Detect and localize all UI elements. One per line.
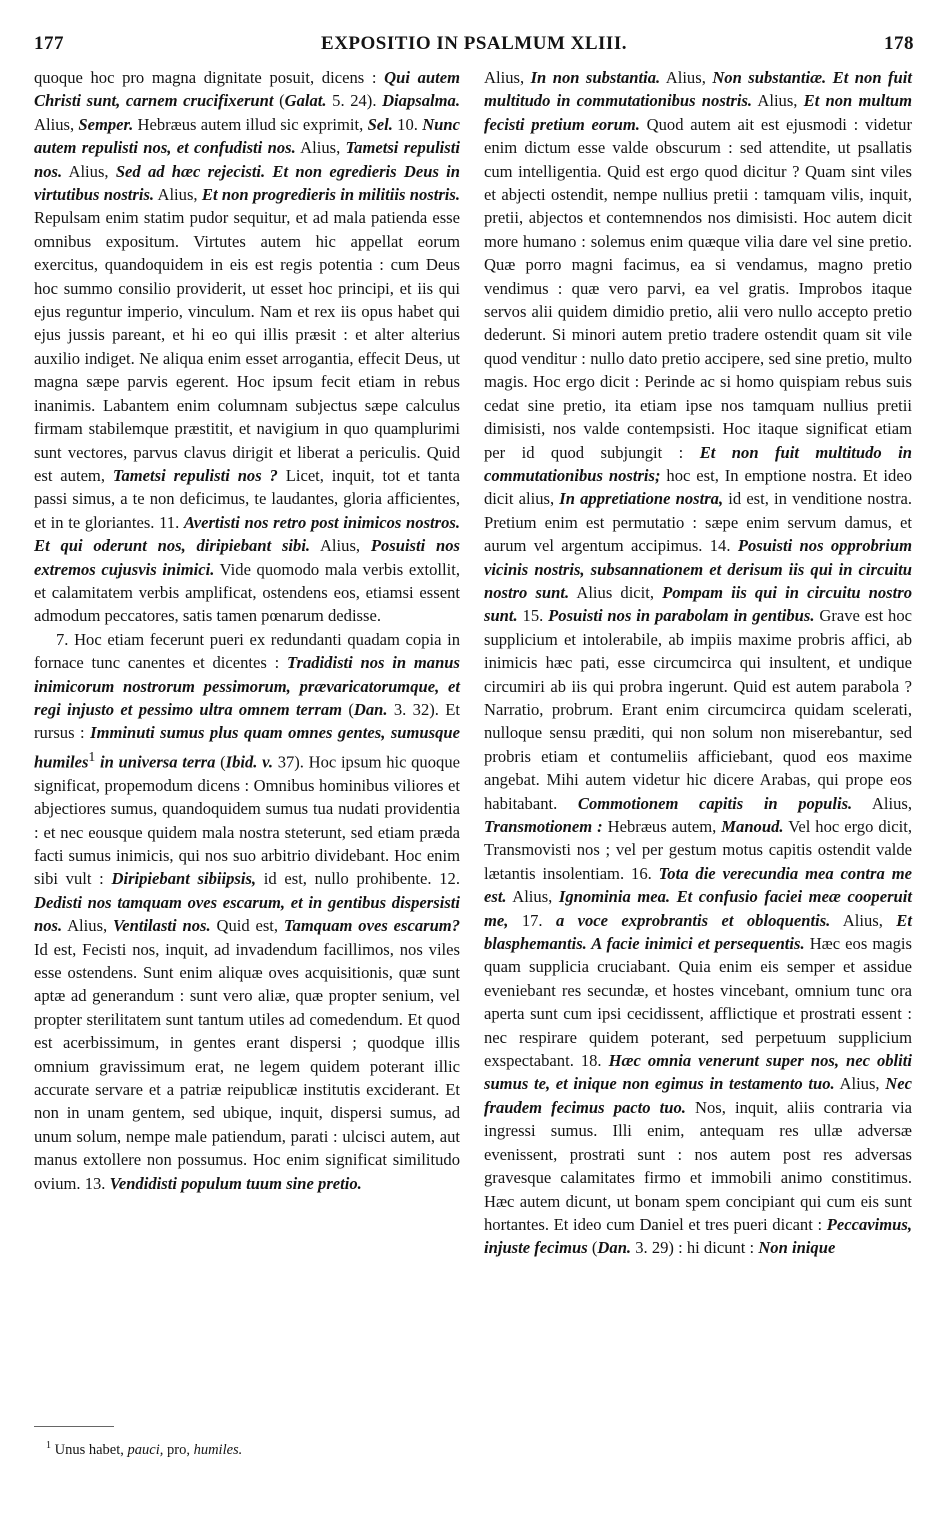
italic-run: Ibid. bbox=[225, 752, 258, 772]
text-run: quoque hoc pro magna dignitate posuit, dicens : bbox=[34, 68, 385, 87]
text-run: Alius, bbox=[34, 114, 79, 134]
italic-run: Tota die verecundia mea contra me est. bbox=[484, 863, 912, 907]
italic-run: Dedisti nos tamquam oves escarum, et in gentibus dispersisti nos. bbox=[34, 892, 460, 936]
italic-run: Vendidisti populum tuum sine pretio. bbox=[109, 1173, 362, 1193]
italic-run: Ventilasti nos. bbox=[113, 916, 211, 936]
italic-run: Posuisti nos extremos cujusvis inimici. bbox=[34, 536, 460, 579]
text-run: 3. 29) : hi dicunt : bbox=[631, 1238, 759, 1258]
italic-run: Ignominia mea. Et confusio faciei meæ cooperuit me, bbox=[484, 887, 912, 930]
italic-run: Tametsi repulisti nos. bbox=[34, 138, 460, 181]
text-run: Alius, bbox=[295, 138, 346, 158]
italic-run: Non substantiæ. Et non fuit multitudo in commutationibus nostris. bbox=[484, 68, 912, 111]
footnote bbox=[46, 1436, 466, 1460]
text-run: Repulsam enim statim pudor sequitur, et ad mala patienda esse omnibus expositum. Virtutes autem hic appellat eorum exercitus, quandoquidem in eis est regis potentia : cum Deus hoc summo consilio providerit, ut esset hoc principi, et iis qui ejus reguntur imperio, vinculum. Nam et rex iis opus habet qui ejus jussis pareant, et hi eo qui illis præsit : et alter alterius auxilio indiget. Ne aliqua enim esset arrogantia, effecit Deus, ut magna sæpe parvis egerent. Hoc ipsum fecit etiam in rebus inanimis. Labantem enim columnam subjectus sæpe calculus firmam stabilemque præstitit, et navigium in quo quamplurimi sunt vectores, parvus clavus dirigit et liberat a periculis. Quid est autem, bbox=[34, 208, 460, 485]
text-run: hoc est, In emptione nostra. Et ideo dicit alius, bbox=[484, 465, 913, 509]
text-run: ( bbox=[215, 752, 226, 772]
text-run: Licet, inquit, tot et tanta passi simus, a te non deficimus, te laudantes, gloria afficientes, et in te gloriantes. 11. bbox=[34, 465, 460, 532]
text-run: Grave est hoc supplicium et intolerabile, ab impiis maxime probris affici, ab inimicis hæc pati, esse circumcirca qui insultent, et undique circumiri ab iis qui probra ingerunt. Quid est autem parabola ? Narratio, probrum. Erant enim circumcirca quidam scelerati, nulloque sensu præditi, qui non solum non miserebantur, sed probris etiam et contumeliis afficiebant, quod eos maxime angebat. Mihi autem videtur hic dicere Arabas, qui prope eos habitabant. bbox=[484, 606, 913, 813]
italic-run: Tradidisti nos in manus inimicorum nostrorum pessimorum, prævaricatorumque, et regi injusto et pessimo ultra omnem terram bbox=[34, 653, 460, 719]
left-paragraph-2 bbox=[34, 628, 460, 1195]
italic-run: Pompam iis qui in circuitu nostro sunt. bbox=[484, 582, 913, 626]
italic-run: Nunc autem repulisti nos, et confudisti nos. bbox=[34, 114, 460, 158]
text-run: 5. 24). bbox=[326, 91, 383, 111]
text-run: Alius, bbox=[310, 536, 371, 556]
text-run: Vide quomodo mala verbis extollit, et calamitatem verbis amplificat, ostendens eos, etiamsi essent admodum peccatores, satis tamen pœnarum dedisse. bbox=[34, 559, 460, 626]
text-run: Quod autem ait est ejusmodi : videtur enim dictum esse valde obscurum : sed attendite, ut psallatis cum intelligentia. Quid est ergo quod dicitur ? Quam sint viles et abjecti ostendit, nempe nullius pretii : tamquam vilis, inquit, pretii, abjectos et contemnendos nos dimisisti. Hoc autem dicit more humano : solemus enim quæque vilia dare vel sine pretio. Quæ porro magni facimus, ea si vendamus, magno pretio vendimus : quæ vero parvi, ea vel gratis. Improbos itaque servos alii quidem dimidio pretio, alii vero nullo accepto pretio dederunt. Si minori autem pretio tradere ostendit quam sit vile quod venditur : nullo dato pretio accipere, sed sine pretio, multo magis. Hoc ergo dicit : Perinde ac si homo quispiam rebus suis cedat sine pretio, ita etiam ipse nos tamquam nullius pretii dimisisti, nos valde contempsisti. Hoc itaque significat etiam per id quod subjungit : bbox=[484, 114, 912, 462]
text-run: 7. Hoc etiam fecerunt pueri ex redundanti quadam copia in fornace tunc canentes et dicentes : bbox=[34, 629, 460, 673]
footnote-rule bbox=[34, 1426, 114, 1427]
text-run: Alius, bbox=[506, 887, 559, 907]
italic-run: Posuisti nos in parabolam in gentibus. bbox=[548, 606, 815, 626]
italic-run: In appretiatione nostra, bbox=[559, 489, 724, 509]
italic-run: a voce exprobrantis et obloquentis. bbox=[555, 910, 831, 930]
text-run: Alius, bbox=[834, 1074, 886, 1094]
left-column bbox=[34, 66, 460, 1195]
italic-run: Et non multum fecisti pretium eorum. bbox=[484, 91, 912, 134]
text-run: Vel hoc ergo dicit, Transmovisti nos ; vel per gestum motus capitis ostendit valde lætantis insolentiam. 16. bbox=[484, 817, 913, 883]
text-run: Alius, bbox=[830, 910, 897, 930]
italic-run: Peccavimus, injuste fecimus bbox=[484, 1214, 912, 1258]
text-run: Hebræus autem, bbox=[602, 817, 722, 836]
text-run: 3. 32). Et rursus : bbox=[34, 699, 460, 743]
text-run: Alius, bbox=[154, 185, 202, 205]
italic-run: Tametsi repulisti nos ? bbox=[112, 465, 278, 485]
text-run: Alius, bbox=[660, 68, 713, 87]
italic-run: Qui autem Christi sunt, carnem crucifixerunt bbox=[34, 68, 460, 111]
italic-run: Imminuti sumus plus quam omnes gentes, sumusque humiles bbox=[34, 723, 461, 772]
italic-run: Commotionem capitis in populis. bbox=[577, 793, 853, 813]
text-run: ( bbox=[273, 91, 285, 111]
text-run: Unus habet, bbox=[51, 1441, 128, 1458]
italic-run: Semper. bbox=[78, 114, 134, 134]
italic-run: Diapsalma. bbox=[382, 91, 460, 111]
italic-run: pauci, bbox=[127, 1441, 164, 1458]
footnote-ref: 1 bbox=[88, 748, 96, 764]
text-run: 37). Hoc ipsum hic quoque significat, propemodum dicens : Omnibus hominibus viliores et abjectiores sumus, quandoquidem sumus tua nudati providentia : et nec eousque quidem mala nostra steterunt, sed etiam præda facti sumus inimicis, qui nos suo arbitrio dividebant. Hoc enim sibi vult : bbox=[34, 752, 460, 889]
text-run: Quid est, bbox=[210, 916, 284, 936]
italic-run: Tamquam oves escarum? bbox=[283, 916, 461, 936]
text-run: ( bbox=[587, 1238, 598, 1258]
italic-run: Sed ad hæc rejecisti. Et non egredieris Deus in virtutibus nostris. bbox=[34, 161, 460, 205]
left-paragraph-1 bbox=[34, 66, 460, 628]
footnote-text bbox=[51, 1442, 242, 1458]
italic-run: Sel. bbox=[367, 114, 393, 134]
text-run: id est, in venditione nostra. Pretium enim est permutatio : sæpe enim servum damus, et aurum vel argentum accipimus. 14. bbox=[484, 489, 912, 556]
text-run: Nos, inquit, aliis contraria via ingressi sumus. Illi enim, antequam res ullæ adversæ evenissent, prostrati sunt : nos autem post res adversas gravesque calamitates firmo et immobili animo constitimus. Hæc autem dicunt, ut bonam spem concipiant qui cum eis sunt hortantes. Et ideo cum Daniel et tres pueri dicant : bbox=[484, 1097, 912, 1234]
italic-run: Posuisti nos opprobrium vicinis nostris, subsannationem et derisum iis qui in circuitu nostro sunt. bbox=[484, 536, 912, 602]
text-run: Alius, bbox=[62, 916, 114, 936]
text-run: Id est, Fecisti nos, inquit, ad invadendum facillimos, nos viles esse ostendens. Sunt enim aliquæ oves acquisitionis, quæ sunt aptæ ad generandum : sunt vero aliæ, quæ propter senium, vel propter sterilitatem sunt tantum utiles ad comedendum. Et quod est acerbissimum, in gentes erant dispersi ; quodque illis omnium gravissimum erat, ne legem quidem poterant illic accurate servare et a patriæ reipublicæ institutis exciderant. Et non in unam gentem, sed ubique, inquit, dispersi sumus, ad unum solum, nempe male patiendum, parati : ulcisci autem, aut manus extollere non possumus. Hoc enim significat similitudo ovium. 13. bbox=[34, 939, 460, 1193]
italic-run: Et non progredieris in militiis nostris. bbox=[201, 185, 460, 205]
text-run: Alius, bbox=[484, 68, 531, 87]
italic-run: Avertisti nos retro post inimicos nostros. Et qui oderunt nos, diripiebant sibi. bbox=[34, 512, 460, 556]
text-run: Hæc eos magis quam supplicia cruciabant. Quia enim eis semper et assidue eveniebant res secundæ, et hostes vincebant, omnium tunc ora aperta sunt cum ipsi cecidissent, afflictique et prostrati essent : nec respirare quidem poterant, sed perpetuum supplicium exspectabant. 18. bbox=[484, 934, 913, 1071]
running-head bbox=[34, 33, 914, 59]
italic-run: Manoud. bbox=[721, 817, 784, 836]
text-run: 17. bbox=[508, 910, 556, 930]
text-run: pro, bbox=[163, 1441, 194, 1458]
italic-run: Galat. bbox=[284, 91, 327, 111]
italic-run: Nec fraudem fecimus pacto tuo. bbox=[484, 1074, 912, 1117]
italic-run: Dan. bbox=[597, 1238, 632, 1258]
page-number-left: 177 bbox=[34, 33, 64, 54]
italic-run: Et blasphemantis. A facie inimici et persequentis. bbox=[484, 910, 912, 954]
text-run: Alius, bbox=[852, 793, 912, 813]
italic-run: Dan. bbox=[353, 699, 388, 719]
italic-run: Et non fuit multitudo in commutationibus nostris; bbox=[484, 442, 912, 485]
text-run: Hebræus autem illud sic exprimit, bbox=[133, 114, 368, 134]
italic-run: In non substantia. bbox=[530, 68, 661, 87]
italic-run: humiles. bbox=[193, 1441, 243, 1458]
text-run: 15. bbox=[517, 606, 549, 626]
text-run: ( bbox=[342, 699, 354, 719]
text-run: 10. bbox=[392, 114, 423, 134]
italic-run: Non inique bbox=[758, 1238, 836, 1258]
footnote-mark: 1 bbox=[46, 1440, 51, 1451]
text-run: Alius, bbox=[752, 91, 804, 111]
text-run: Alius dicit, bbox=[569, 582, 663, 602]
italic-run: Transmotionem : bbox=[484, 817, 603, 836]
italic-run: in universa terra bbox=[95, 752, 216, 772]
italic-run: Diripiebant sibiipsis, bbox=[111, 869, 257, 889]
italic-run: Hæc omnia venerunt super nos, nec obliti sumus te, et inique non egimus in testamento tuo. bbox=[484, 1051, 912, 1094]
right-column bbox=[484, 66, 912, 1260]
text-run: id est, nullo prohibente. 12. bbox=[256, 869, 460, 889]
right-paragraph-1 bbox=[484, 66, 912, 1260]
italic-run: v. bbox=[262, 752, 274, 772]
running-title: EXPOSITIO IN PSALMUM XLIII. bbox=[321, 33, 627, 54]
text-run: Alius, bbox=[62, 161, 116, 181]
page-number-right: 178 bbox=[884, 33, 914, 54]
